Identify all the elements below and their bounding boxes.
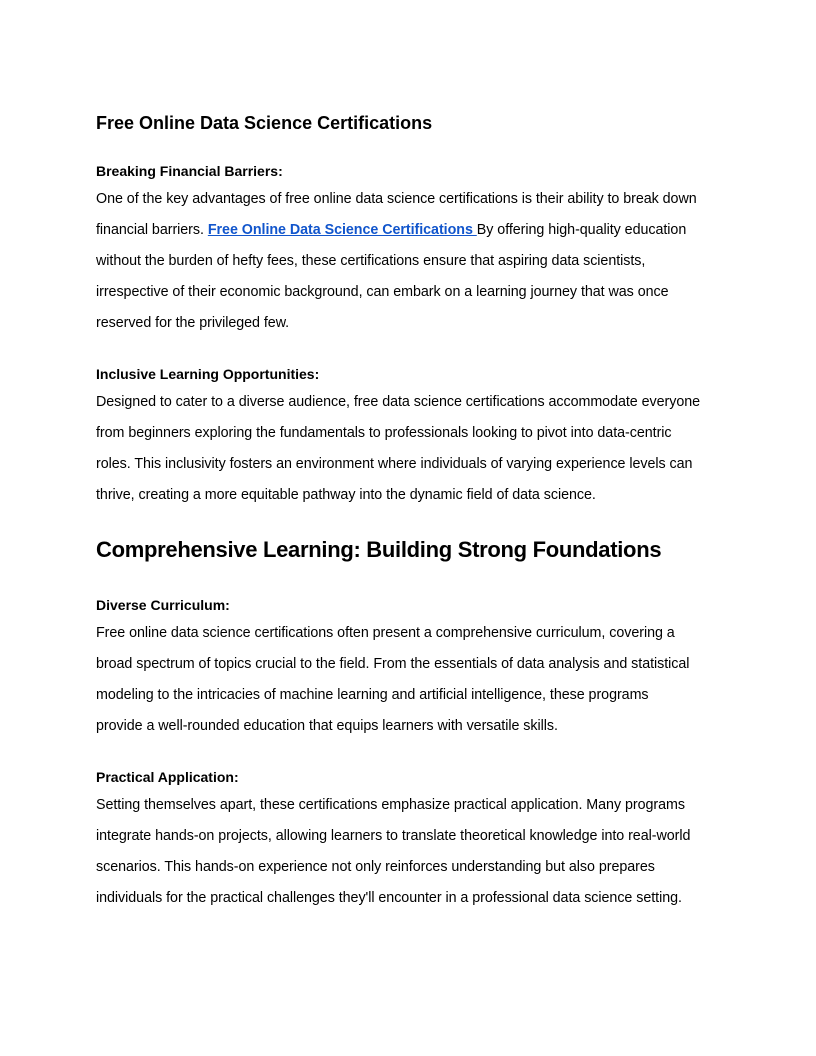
section-inclusive-learning bbox=[96, 365, 724, 511]
paragraph-line: provide a well-rounded education that equips learners with versatile skills. bbox=[96, 718, 558, 734]
section-paragraph bbox=[96, 790, 724, 914]
section-heading: Practical Application: bbox=[96, 769, 239, 785]
paragraph-line: individuals for the practical challenges they'll encounter in a professional data science setting. bbox=[96, 890, 682, 906]
paragraph-line: Designed to cater to a diverse audience, free data science certifications accommodate everyone bbox=[96, 394, 701, 410]
section-paragraph bbox=[96, 618, 724, 742]
paragraph-line: from beginners exploring the fundamentals to professionals looking to pivot into data-centric bbox=[96, 425, 672, 441]
paragraph-line: reserved for the privileged few. bbox=[96, 315, 290, 331]
paragraph-line: broad spectrum of topics crucial to the field. From the essentials of data analysis and statistical bbox=[96, 656, 690, 672]
section-practical-application bbox=[96, 768, 724, 914]
paragraph-line: Free online data science certifications often present a comprehensive curriculum, covering a bbox=[96, 625, 675, 641]
section-breaking-financial-barriers bbox=[96, 162, 724, 339]
paragraph-line: roles. This inclusivity fosters an environment where individuals of varying experience levels can bbox=[96, 456, 693, 472]
paragraph-line: irrespective of their economic background, can embark on a learning journey that was once bbox=[96, 284, 669, 300]
certifications-link[interactable]: Free Online Data Science Certifications bbox=[207, 222, 477, 238]
paragraph-line: without the burden of hefty fees, these certifications ensure that aspiring data scientists, bbox=[96, 253, 646, 269]
paragraph-line bbox=[96, 215, 724, 246]
paragraph-text: financial barriers. bbox=[96, 222, 208, 238]
section-paragraph bbox=[96, 387, 724, 511]
section-diverse-curriculum bbox=[96, 596, 724, 742]
section-heading: Inclusive Learning Opportunities: bbox=[96, 366, 320, 382]
section-heading: Diverse Curriculum: bbox=[96, 597, 230, 613]
paragraph-line: scenarios. This hands-on experience not only reinforces understanding but also prepares bbox=[96, 859, 655, 875]
major-heading: Comprehensive Learning: Building Strong Foundations bbox=[96, 537, 662, 562]
paragraph-line: thrive, creating a more equitable pathway into the dynamic field of data science. bbox=[96, 487, 596, 503]
paragraph-line: modeling to the intricacies of machine learning and artificial intelligence, these programs bbox=[96, 687, 649, 703]
paragraph-line: One of the key advantages of free online data science certifications is their ability to break down bbox=[96, 191, 697, 207]
paragraph-line: integrate hands-on projects, allowing learners to translate theoretical knowledge into real-world bbox=[96, 828, 691, 844]
section-paragraph bbox=[96, 184, 724, 339]
section-heading: Breaking Financial Barriers: bbox=[96, 163, 283, 179]
document-title: Free Online Data Science Certifications bbox=[96, 113, 433, 133]
paragraph-line: Setting themselves apart, these certifications emphasize practical application. Many programs bbox=[96, 797, 685, 813]
paragraph-text: By offering high-quality education bbox=[476, 222, 687, 238]
